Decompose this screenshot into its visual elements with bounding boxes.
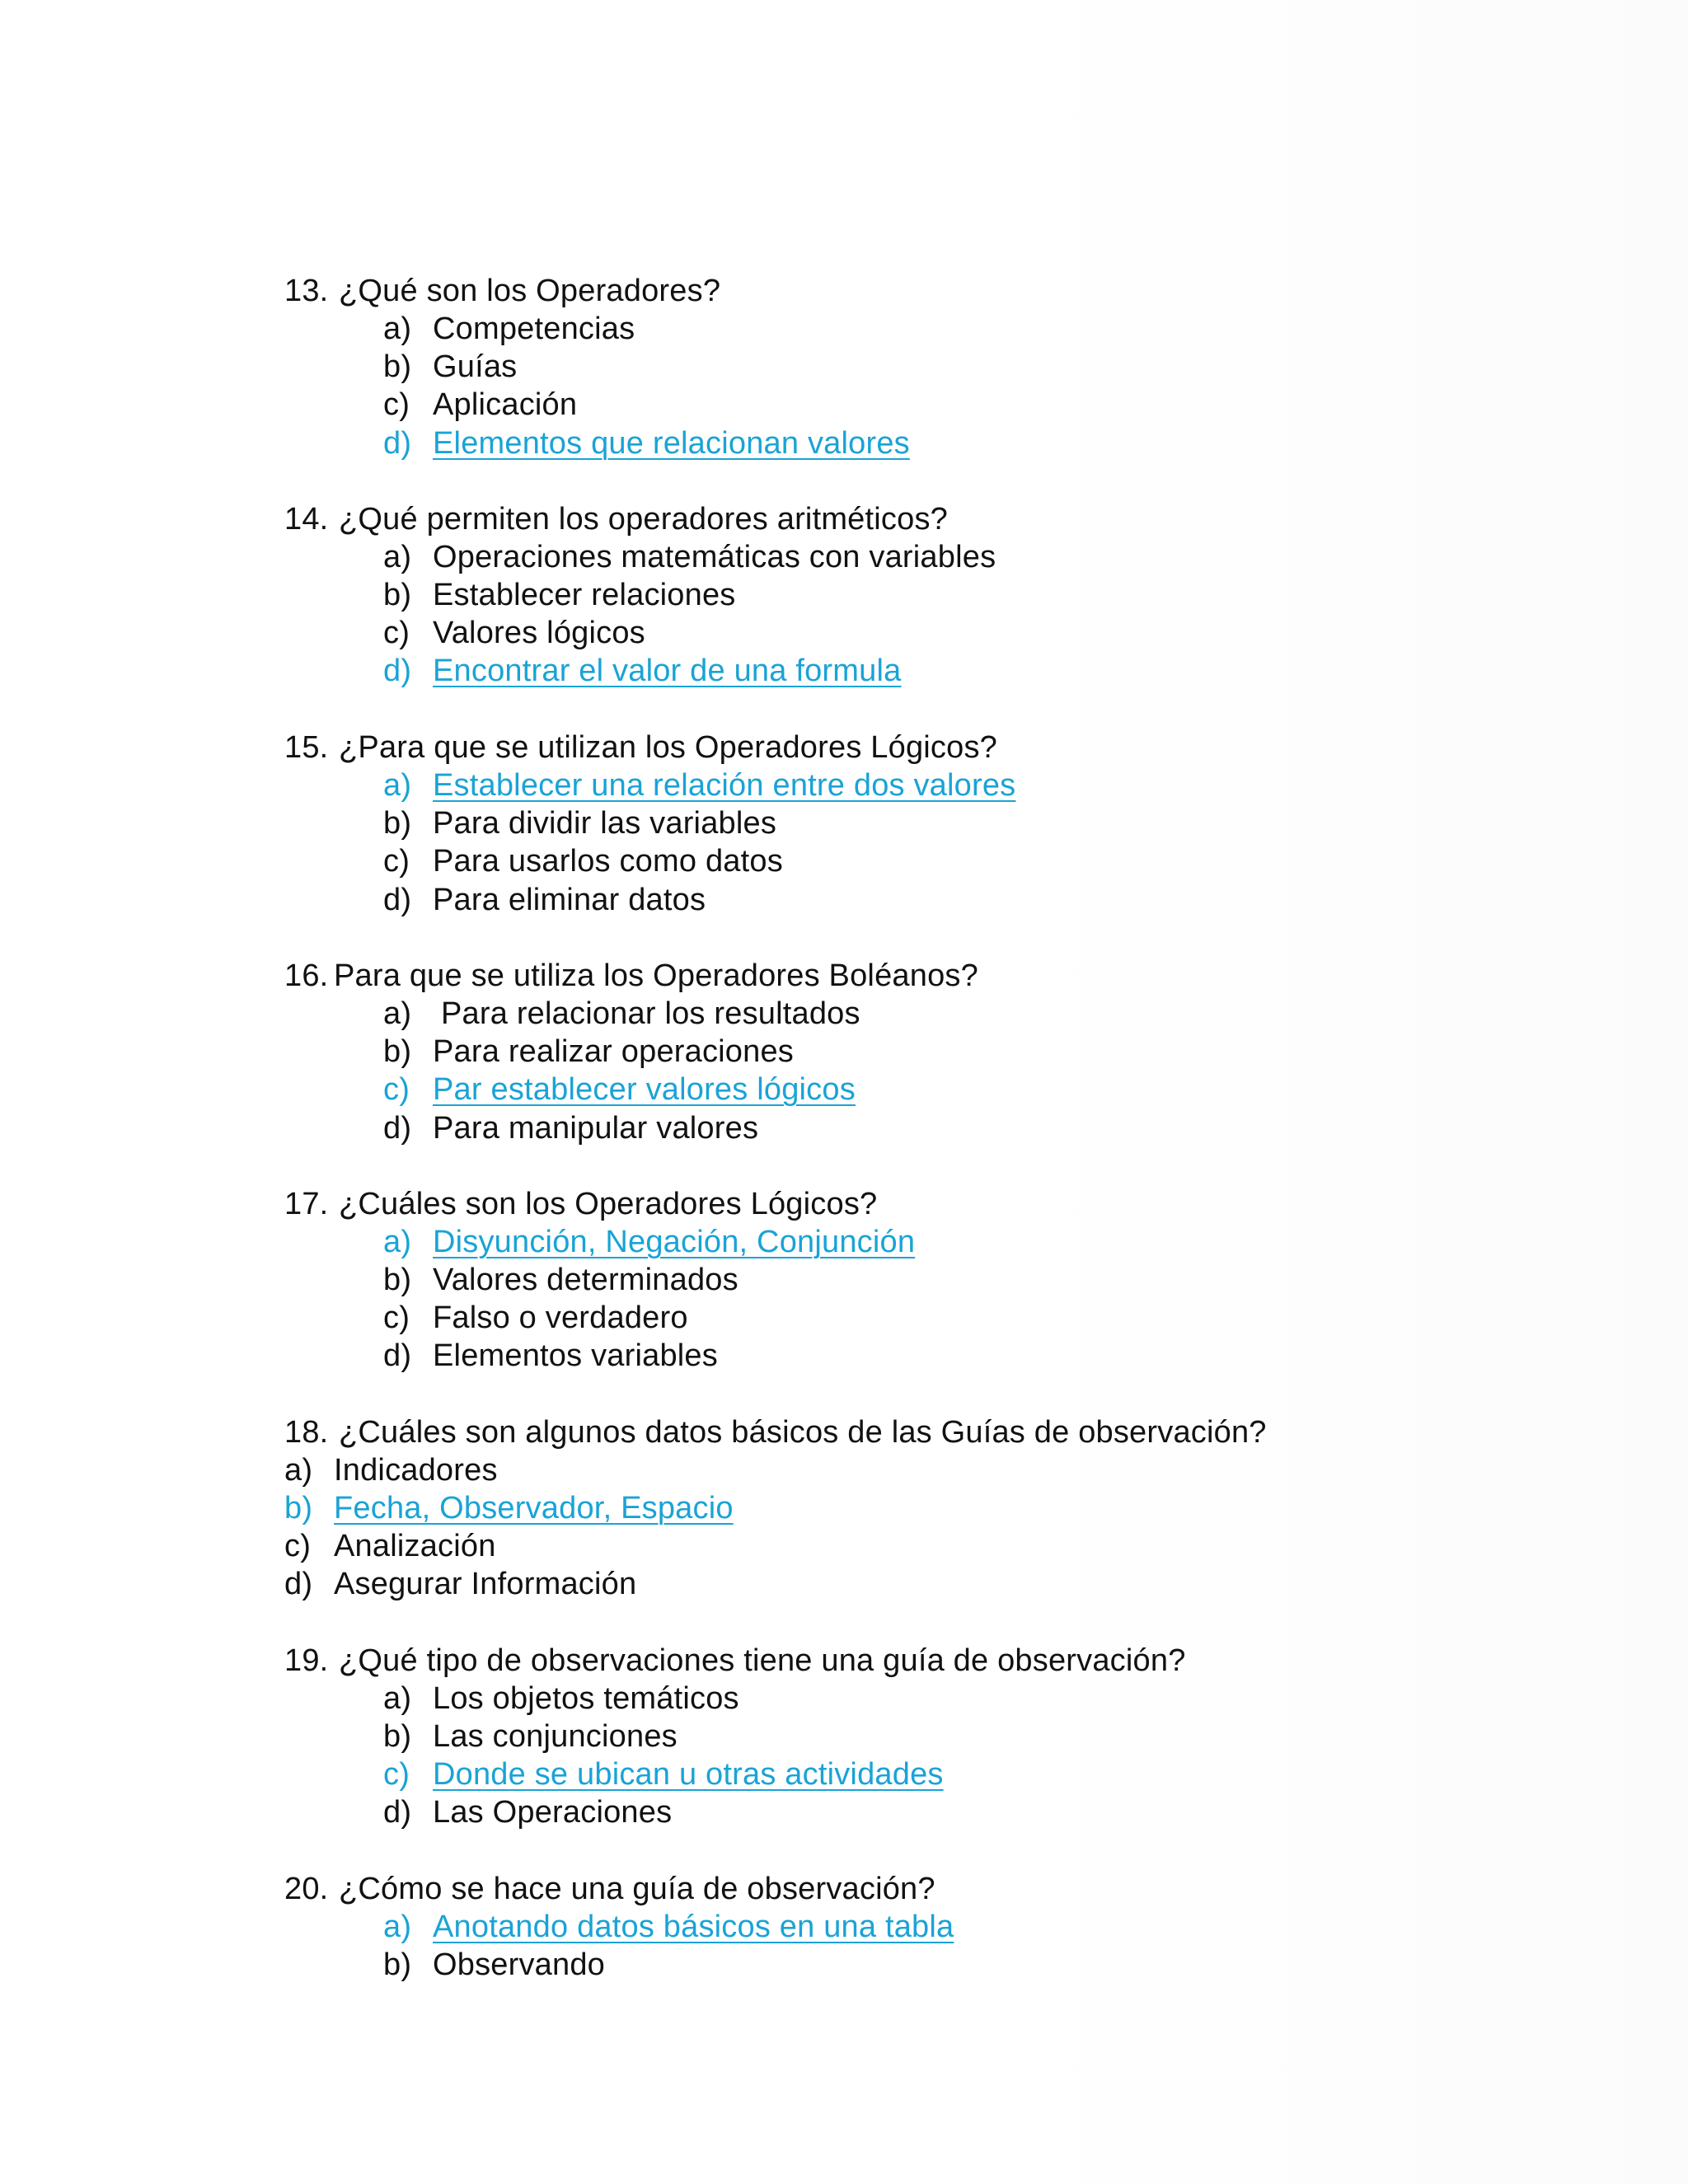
- option-letter: a): [383, 540, 412, 574]
- option-14-b: [383, 576, 736, 614]
- option-letter: b): [383, 1947, 412, 1982]
- option-18-c: [284, 1527, 496, 1565]
- option-letter: a): [383, 1910, 412, 1944]
- option-20-b: [383, 1946, 605, 1984]
- option-letter: c): [383, 1072, 410, 1107]
- question-text: Para que se utiliza los Operadores Boléanos?: [334, 958, 978, 993]
- option-letter: b): [383, 1034, 412, 1069]
- option-19-c-correct: [383, 1755, 944, 1793]
- option-letter: b): [284, 1491, 313, 1526]
- option-17-d: [383, 1337, 718, 1375]
- option-letter: b): [383, 1719, 412, 1754]
- question-18: [284, 1413, 1267, 1451]
- option-text: Aplicación: [433, 387, 578, 422]
- option-text: Observando: [433, 1947, 606, 1982]
- option-16-c-correct: [383, 1071, 856, 1108]
- option-letter: a): [383, 1225, 412, 1259]
- option-letter: c): [383, 616, 410, 650]
- option-text: Asegurar Información: [334, 1567, 637, 1601]
- question-14: [284, 500, 948, 538]
- correct-answer-text: Elementos que relacionan valores: [433, 426, 910, 461]
- option-text: Guías: [433, 349, 518, 384]
- option-text: Para realizar operaciones: [433, 1034, 795, 1069]
- question-17: [284, 1185, 877, 1223]
- option-letter: c): [284, 1529, 312, 1563]
- question-15: [284, 729, 997, 766]
- option-text: Valores determinados: [433, 1263, 738, 1297]
- option-15-d: [383, 881, 706, 919]
- option-letter: b): [383, 349, 412, 384]
- option-text: Para manipular valores: [433, 1111, 759, 1146]
- option-letter: d): [383, 883, 412, 917]
- question-number: 19.: [284, 1643, 329, 1678]
- correct-answer-text: Par establecer valores lógicos: [433, 1072, 856, 1107]
- option-19-b: [383, 1718, 678, 1755]
- option-text: Para eliminar datos: [433, 883, 706, 917]
- option-letter: d): [383, 1338, 412, 1373]
- option-13-c: [383, 386, 577, 424]
- option-18-a: [284, 1451, 498, 1489]
- option-letter: b): [383, 578, 412, 612]
- option-17-b: [383, 1261, 738, 1299]
- option-text: Falso o verdadero: [433, 1301, 688, 1335]
- question-number: 20.: [284, 1872, 329, 1906]
- correct-answer-text: Donde se ubican u otras actividades: [433, 1757, 944, 1792]
- option-letter: c): [383, 387, 410, 422]
- question-number: 14.: [284, 502, 329, 537]
- question-text: ¿Qué tipo de observaciones tiene una guía de observación?: [339, 1643, 1186, 1678]
- option-16-a: [383, 995, 860, 1033]
- option-text: Para dividir las variables: [433, 806, 777, 841]
- option-text: Para usarlos como datos: [433, 844, 783, 879]
- option-text: Valores lógicos: [433, 616, 645, 650]
- option-17-a-correct: [383, 1223, 915, 1261]
- option-20-a-correct: [383, 1908, 954, 1946]
- option-letter: b): [383, 806, 412, 841]
- option-13-a: [383, 310, 635, 348]
- question-number: 16.: [284, 958, 329, 993]
- correct-answer-text: Anotando datos básicos en una tabla: [433, 1910, 954, 1944]
- option-14-a: [383, 538, 996, 576]
- option-letter: d): [383, 654, 412, 688]
- question-19: [284, 1642, 1186, 1680]
- option-letter: d): [383, 1795, 412, 1830]
- option-16-d: [383, 1109, 758, 1147]
- option-letter: a): [383, 996, 412, 1031]
- option-15-c: [383, 842, 783, 880]
- option-letter: b): [383, 1263, 412, 1297]
- option-letter: d): [284, 1567, 313, 1601]
- option-13-b: [383, 348, 517, 386]
- correct-answer-text: Establecer una relación entre dos valores: [433, 768, 1016, 803]
- question-text: ¿Qué son los Operadores?: [339, 274, 721, 308]
- option-18-d: [284, 1565, 636, 1603]
- option-text: Para relacionar los resultados: [441, 996, 860, 1031]
- option-letter: a): [383, 312, 412, 346]
- question-number: 15.: [284, 730, 329, 765]
- option-letter: a): [284, 1453, 313, 1488]
- option-text: Indicadores: [334, 1453, 498, 1488]
- correct-answer-text: Fecha, Observador, Espacio: [334, 1491, 734, 1526]
- option-17-c: [383, 1299, 688, 1337]
- option-14-c: [383, 614, 645, 652]
- question-16: [284, 957, 978, 995]
- option-letter: d): [383, 1111, 412, 1146]
- option-text: Analización: [334, 1529, 496, 1563]
- option-15-b: [383, 804, 776, 842]
- question-text: ¿Para que se utilizan los Operadores Lógicos?: [339, 730, 998, 765]
- question-13: [284, 272, 720, 310]
- option-text: Operaciones matemáticas con variables: [433, 540, 996, 574]
- option-text: Los objetos temáticos: [433, 1681, 739, 1716]
- option-text: Las conjunciones: [433, 1719, 678, 1754]
- option-text: Establecer relaciones: [433, 578, 736, 612]
- option-text: Las Operaciones: [433, 1795, 673, 1830]
- option-14-d-correct: [383, 652, 901, 690]
- option-13-d-correct: [383, 424, 910, 462]
- question-number: 18.: [284, 1415, 329, 1450]
- question-number: 17.: [284, 1187, 329, 1221]
- option-letter: c): [383, 1301, 410, 1335]
- option-letter: c): [383, 844, 410, 879]
- option-letter: d): [383, 426, 412, 461]
- question-text: ¿Cuáles son algunos datos básicos de las Guías de observación?: [339, 1415, 1267, 1450]
- question-text: ¿Qué permiten los operadores aritméticos?: [339, 502, 948, 537]
- option-text: Elementos variables: [433, 1338, 718, 1373]
- option-15-a-correct: [383, 766, 1015, 804]
- correct-answer-text: Encontrar el valor de una formula: [433, 654, 902, 688]
- option-19-d: [383, 1793, 672, 1831]
- correct-answer-text: Disyunción, Negación, Conjunción: [433, 1225, 916, 1259]
- question-number: 13.: [284, 274, 329, 308]
- option-text: Competencias: [433, 312, 635, 346]
- question-text: ¿Cuáles son los Operadores Lógicos?: [339, 1187, 878, 1221]
- question-20: [284, 1870, 935, 1908]
- question-text: ¿Cómo se hace una guía de observación?: [339, 1872, 935, 1906]
- option-16-b: [383, 1033, 794, 1071]
- option-letter: a): [383, 768, 412, 803]
- option-19-a: [383, 1680, 739, 1718]
- option-18-b-correct: [284, 1489, 734, 1527]
- option-letter: a): [383, 1681, 412, 1716]
- option-letter: c): [383, 1757, 410, 1792]
